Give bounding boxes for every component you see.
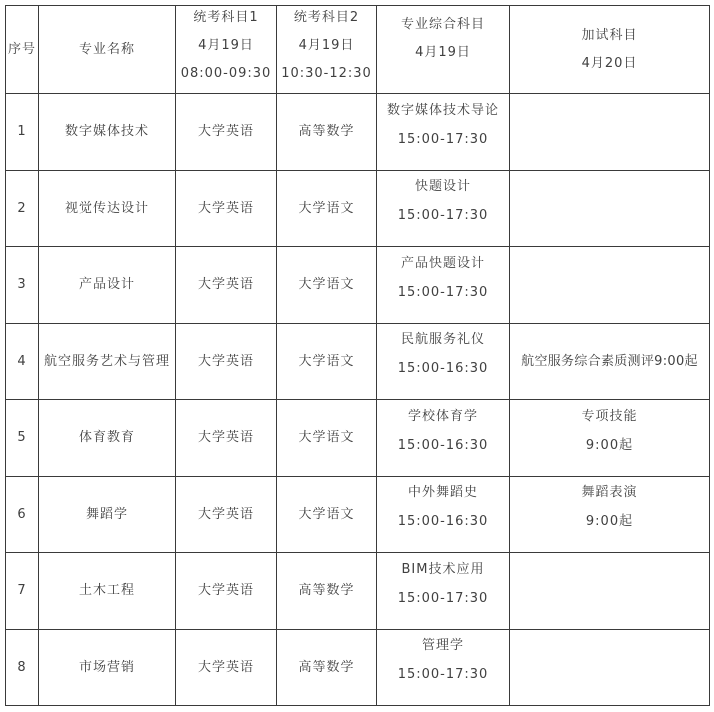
cell-extra-line: 9:00起 (585, 437, 634, 453)
cell-seq (6, 476, 39, 553)
cell-major-line: 舞蹈学 (85, 506, 128, 522)
cell-comp (377, 323, 510, 400)
cell-exam2 (277, 553, 377, 630)
cell-comp (377, 476, 510, 553)
table-row (6, 553, 710, 630)
cell-exam1 (176, 553, 277, 630)
cell-seq-line: 1 (17, 124, 27, 140)
table-row (6, 476, 710, 553)
header-exam1-date: 4月19日 (198, 37, 254, 53)
cell-exam1-line: 大学英语 (197, 430, 254, 446)
cell-comp (377, 629, 510, 706)
cell-exam1-line: 大学英语 (197, 583, 254, 599)
cell-extra-line: 舞蹈表演 (581, 485, 638, 501)
cell-major (39, 553, 176, 630)
cell-seq (6, 629, 39, 706)
cell-exam2 (277, 476, 377, 553)
cell-comp-line: 15:00-17:30 (397, 667, 489, 683)
cell-exam1-line: 大学英语 (197, 277, 254, 293)
cell-comp-line: 快题设计 (414, 179, 471, 195)
header-extra (510, 6, 710, 94)
table-row (6, 323, 710, 400)
cell-major (39, 476, 176, 553)
header-major-label: 专业名称 (78, 42, 135, 57)
cell-seq (6, 170, 39, 247)
cell-comp-line: 15:00-16:30 (397, 361, 489, 377)
cell-major-line: 市场营销 (78, 659, 135, 675)
cell-extra-line: 9:00起 (585, 514, 634, 530)
cell-major-line: 产品设计 (78, 277, 135, 293)
cell-seq (6, 400, 39, 477)
cell-exam1 (176, 94, 277, 171)
cell-exam2-line: 大学语文 (298, 353, 355, 369)
cell-extra-line: 航空服务综合素质测评9:00起 (521, 353, 698, 369)
cell-comp-line: 15:00-16:30 (397, 437, 489, 453)
header-extra-date: 4月20日 (581, 55, 638, 71)
cell-seq-line: 4 (17, 353, 27, 369)
cell-extra (510, 476, 710, 553)
cell-comp-line: 民航服务礼仪 (400, 332, 485, 348)
header-exam2-date: 4月19日 (298, 37, 355, 53)
cell-seq-line: 2 (17, 200, 27, 216)
cell-exam2-line: 大学语文 (298, 506, 355, 522)
cell-exam2 (277, 247, 377, 324)
table-row (6, 94, 710, 171)
header-seq-label: 序号 (7, 42, 36, 57)
cell-exam1-line: 大学英语 (197, 124, 254, 140)
cell-major (39, 94, 176, 171)
cell-major-line: 土木工程 (78, 583, 135, 599)
cell-comp-line: 中外舞蹈史 (407, 485, 478, 501)
cell-extra (510, 323, 710, 400)
cell-comp (377, 400, 510, 477)
cell-seq-line: 6 (17, 506, 27, 522)
header-exam2-time: 10:30-12:30 (281, 65, 372, 81)
cell-exam1 (176, 323, 277, 400)
cell-comp (377, 553, 510, 630)
cell-exam2 (277, 629, 377, 706)
cell-comp-line: 产品快题设计 (400, 255, 485, 271)
header-major (39, 6, 176, 94)
cell-exam1 (176, 400, 277, 477)
cell-exam2 (277, 323, 377, 400)
cell-extra (510, 629, 710, 706)
table-row (6, 400, 710, 477)
cell-exam2-line: 高等数学 (298, 124, 355, 140)
cell-seq-line: 7 (17, 583, 27, 599)
table-row (6, 247, 710, 324)
cell-seq (6, 553, 39, 630)
cell-exam1-line: 大学英语 (197, 659, 254, 675)
cell-comp (377, 247, 510, 324)
cell-exam1 (176, 476, 277, 553)
header-exam2 (277, 6, 377, 94)
cell-extra (510, 553, 710, 630)
cell-comp (377, 170, 510, 247)
header-exam2-title: 统考科目2 (293, 9, 360, 25)
cell-extra (510, 94, 710, 171)
cell-exam2-line: 大学语文 (298, 277, 355, 293)
cell-seq-line: 3 (17, 277, 27, 293)
table-row (6, 629, 710, 706)
cell-seq (6, 247, 39, 324)
cell-comp-line: 数字媒体技术导论 (386, 102, 499, 118)
cell-major-line: 航空服务艺术与管理 (43, 353, 170, 369)
cell-exam2 (277, 400, 377, 477)
cell-extra (510, 247, 710, 324)
header-comp (377, 6, 510, 94)
cell-extra (510, 170, 710, 247)
cell-exam1 (176, 170, 277, 247)
cell-seq-line: 5 (17, 430, 27, 446)
cell-exam2 (277, 94, 377, 171)
cell-comp-line: 15:00-17:30 (397, 208, 489, 224)
cell-major-line: 数字媒体技术 (64, 124, 149, 140)
header-comp-date: 4月19日 (415, 44, 471, 60)
cell-comp-line: 15:00-16:30 (397, 514, 489, 530)
cell-exam1 (176, 629, 277, 706)
cell-major (39, 400, 176, 477)
header-exam1 (176, 6, 277, 94)
cell-major (39, 629, 176, 706)
cell-comp (377, 94, 510, 171)
cell-exam1 (176, 247, 277, 324)
cell-major (39, 323, 176, 400)
cell-extra (510, 400, 710, 477)
cell-exam2 (277, 170, 377, 247)
cell-comp-line: 15:00-17:30 (397, 590, 489, 606)
cell-seq (6, 94, 39, 171)
cell-exam2-line: 高等数学 (298, 659, 355, 675)
header-extra-title: 加试科目 (581, 27, 638, 43)
cell-exam1-line: 大学英语 (197, 200, 254, 216)
cell-major (39, 170, 176, 247)
cell-comp-line: 管理学 (421, 638, 464, 654)
cell-extra-line: 专项技能 (581, 408, 638, 424)
table-row (6, 170, 710, 247)
cell-comp-line: BIM技术应用 (401, 561, 485, 577)
cell-exam2-line: 大学语文 (298, 430, 355, 446)
cell-major-line: 视觉传达设计 (64, 200, 149, 216)
header-row (6, 6, 710, 94)
cell-comp-line: 15:00-17:30 (397, 284, 489, 300)
header-exam1-time: 08:00-09:30 (180, 65, 272, 81)
header-comp-title: 专业综合科目 (400, 16, 485, 32)
cell-seq-line: 8 (17, 659, 27, 675)
cell-exam2-line: 大学语文 (298, 200, 355, 216)
header-seq (6, 6, 39, 94)
cell-comp-line: 学校体育学 (407, 408, 478, 424)
cell-comp-line: 15:00-17:30 (397, 131, 489, 147)
exam-schedule-table (5, 5, 710, 706)
cell-exam2-line: 高等数学 (298, 583, 355, 599)
header-exam1-title: 统考科目1 (193, 9, 259, 25)
cell-exam1-line: 大学英语 (197, 353, 254, 369)
cell-major-line: 体育教育 (78, 430, 135, 446)
cell-exam1-line: 大学英语 (197, 506, 254, 522)
cell-seq (6, 323, 39, 400)
cell-major (39, 247, 176, 324)
